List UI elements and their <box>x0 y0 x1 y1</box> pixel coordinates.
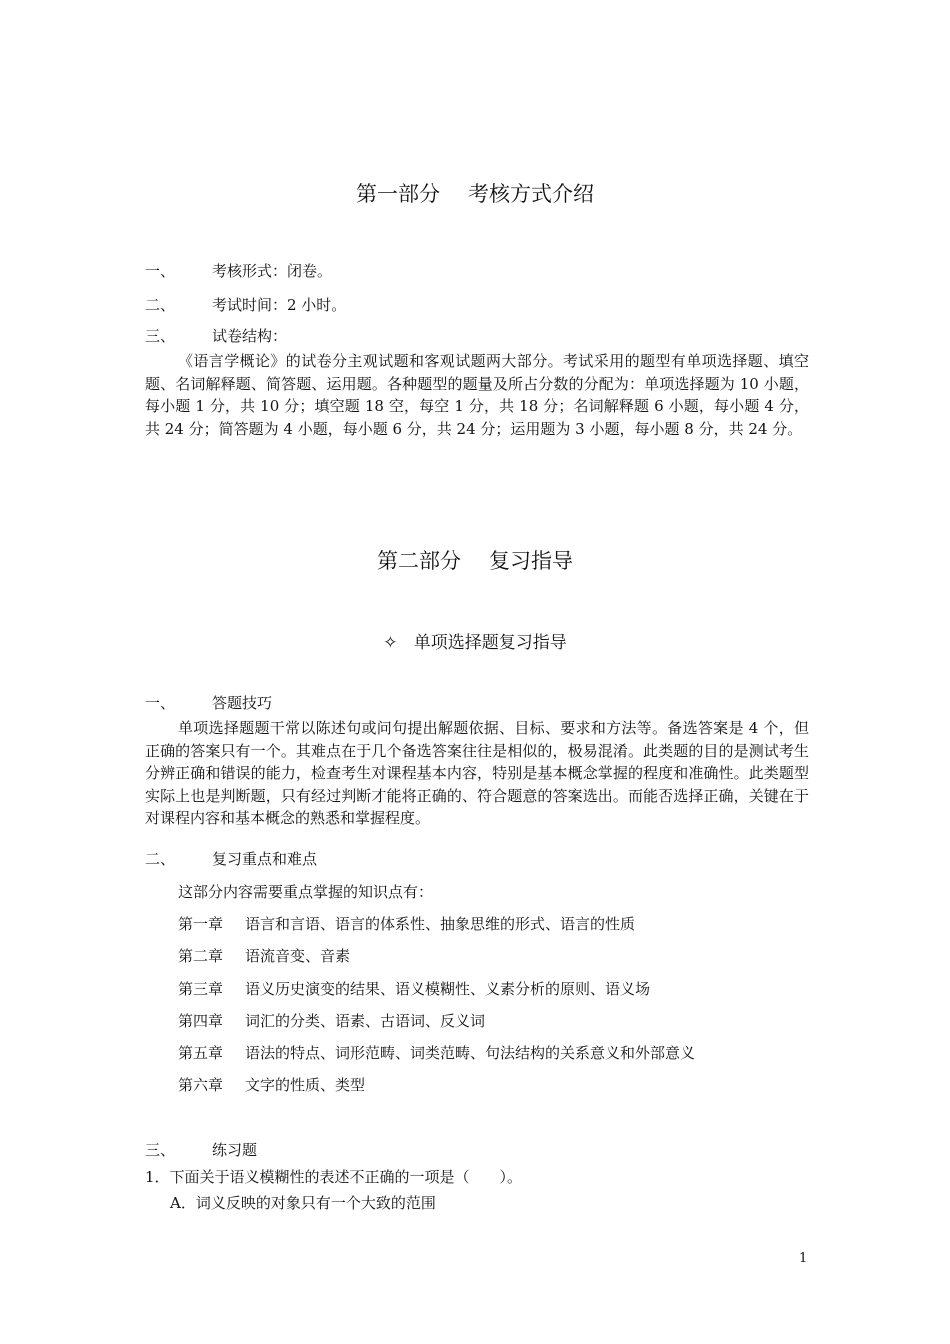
part1-item-structure: 三、 试卷结构： <box>145 327 288 345</box>
tips-heading: 一、 答题技巧 <box>145 694 273 712</box>
subsection-title: ✧ 单项选择题复习指导 <box>383 633 567 653</box>
part1-title <box>0 178 950 208</box>
part1-title-name: 考核方式介绍 <box>468 182 594 206</box>
part2-title-name: 复习指导 <box>489 549 573 573</box>
chapter-line: 第六章 文字的性质、类型 <box>178 1076 366 1094</box>
question-1: 1．下面关于语义模糊性的表述不正确的一项是（ ）。 <box>145 1168 523 1186</box>
chapter-line: 第五章 语法的特点、词形范畴、词类范畴、句法结构的关系意义和外部意义 <box>178 1044 696 1062</box>
part2-title-part: 第二部分 <box>377 549 461 573</box>
structure-paragraph: 《语言学概论》的试卷分主观试题和客观试题两大部分。考试采用的题型有单项选择题、填空题、名词解释题、简答题、运用题。各种题型的题量及所占分数的分配为：单项选择题为 10 小题，每小题 1 分，共 10 分；填空题 18 空，每空 1 分，共 18 分；名词解释题 6 小题，每小题 4 分，共 24 分；简答题为 4 小题，每小题 6 分，共 24 分；运用题为 3 小题，每小题 8 分，共 24 分。 <box>145 352 809 438</box>
chapter-line: 第三章 语义历史演变的结果、语义模糊性、义素分析的原则、语义场 <box>178 980 651 998</box>
question-1-option-a: A．词义反映的对象只有一个大致的范围 <box>170 1194 436 1212</box>
chapter-line: 第一章 语言和言语、语言的体系性、抽象思维的形式、语言的性质 <box>178 915 636 933</box>
part1-item-time: 二、 考试时间：2 小时。 <box>145 296 347 314</box>
chapter-line: 第二章 语流音变、音素 <box>178 947 351 965</box>
focus-heading: 二、 复习重点和难点 <box>145 850 318 868</box>
part1-item-form: 一、 考核形式：闭卷。 <box>145 262 333 280</box>
part1-title-part: 第一部分 <box>356 182 440 206</box>
diamond-icon: ✧ <box>383 633 398 653</box>
page-number: 1 <box>799 1251 808 1266</box>
part2-title <box>0 545 950 575</box>
tips-paragraph: 单项选择题题干常以陈述句或问句提出解题依据、目标、要求和方法等。备选答案是 4 个，但正确的答案只有一个。其难点在于几个备选答案往往是相似的，极易混淆。此类题的目的是测试考生分辨正确和错误的能力，检查考生对课程基本内容，特别是基本概念掌握的程度和准确性。此类题型实际上也是判断题，只有经过判断才能将正确的、符合题意的答案选出。而能否选择正确，关键在于对课程内容和基本概念的熟悉和掌握程度。 <box>145 719 809 827</box>
chapter-line: 第四章 词汇的分类、语素、古语词、反义词 <box>178 1012 486 1030</box>
exercises-heading: 三、 练习题 <box>145 1141 258 1159</box>
focus-intro: 这部分内容需要重点掌握的知识点有： <box>178 883 434 901</box>
